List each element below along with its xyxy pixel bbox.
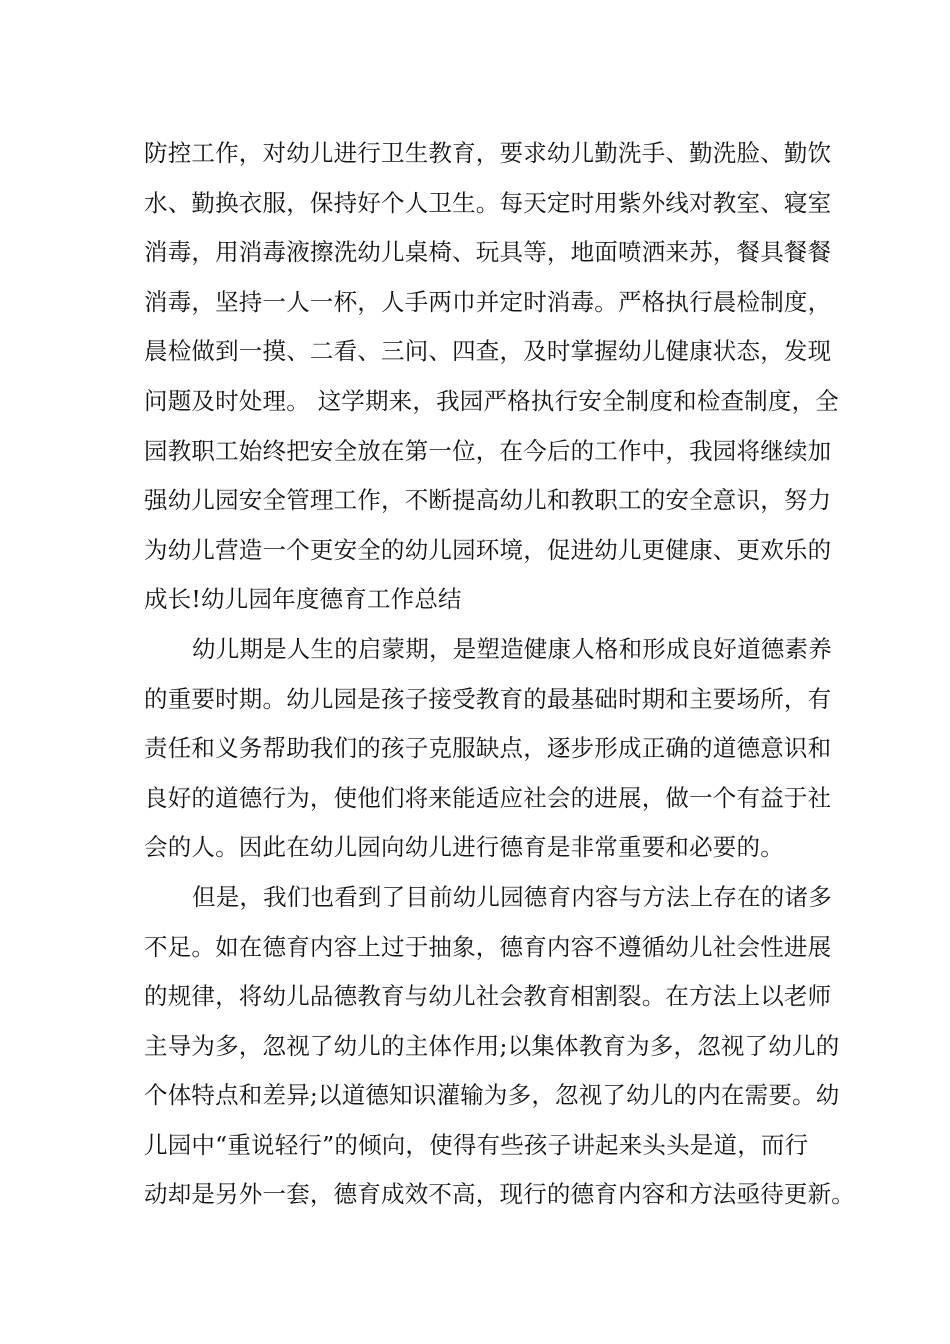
- text-line: 良好的道德行为，使他们将来能适应社会的进展，做一个有益于社: [144, 783, 832, 812]
- text-line: 防控工作，对幼儿进行卫生教育，要求幼儿勤洗手、勤洗脸、勤饮: [144, 139, 832, 167]
- text-line: 个体特点和差异;以道德知识灌输为多，忽视了幼儿的内在需要。幼: [144, 1081, 840, 1110]
- text-line: 会的人。因此在幼儿园向幼儿进行德育是非常重要和必要的。: [144, 833, 784, 862]
- text-line: 晨检做到一摸、二看、三问、四查，及时掌握幼儿健康状态，发现: [144, 337, 832, 366]
- text-line: 成长!幼儿园年度德育工作总结: [144, 585, 462, 614]
- text-line: 为幼儿营造一个更安全的幼儿园环境，促进幼儿更健康、更欢乐的: [144, 535, 832, 564]
- document-body: [144, 129, 855, 1220]
- paragraph-first-line: 幼儿期是人生的启蒙期，是塑造健康人格和形成良好道德素养: [192, 634, 832, 663]
- text-line: 儿园中“重说轻行”的倾向，使得有些孩子讲起来头头是道，而行: [144, 1130, 809, 1159]
- text-line: 强幼儿园安全管理工作，不断提高幼儿和教职工的安全意识，努力: [144, 486, 832, 515]
- text-line: 问题及时处理。 这学期来，我园严格执行安全制度和检查制度，全: [144, 386, 839, 415]
- text-line: 不足。如在德育内容上过于抽象，德育内容不遵循幼儿社会性进展: [144, 932, 832, 961]
- text-line: 主导为多，忽视了幼儿的主体作用;以集体教育为多，忽视了幼儿的: [144, 1031, 840, 1060]
- paragraph-first-line: 但是，我们也看到了目前幼儿园德育内容与方法上存在的诸多: [192, 882, 832, 911]
- text-line: 消毒，坚持一人一杯，人手两巾并定时消毒。严格执行晨检制度，: [144, 287, 832, 316]
- text-line: 园教职工始终把安全放在第一位，在今后的工作中，我园将继续加: [144, 436, 832, 465]
- text-line: 水、勤换衣服，保持好个人卫生。每天定时用紫外线对教室、寝室: [144, 188, 832, 217]
- text-line: 的规律，将幼儿品德教育与幼儿社会教育相割裂。在方法上以老师: [144, 982, 832, 1011]
- text-line: 责任和义务帮助我们的孩子克服缺点，逐步形成正确的道德意识和: [144, 734, 832, 763]
- text-line: 的重要时期。幼儿园是孩子接受教育的最基础时期和主要场所，有: [144, 684, 832, 713]
- text-line: 动却是另外一套，德育成效不高，现行的德育内容和方法亟待更新。: [144, 1180, 855, 1209]
- text-line: 消毒，用消毒液擦洗幼儿桌椅、玩具等，地面喷洒来苏，餐具餐餐: [144, 238, 832, 267]
